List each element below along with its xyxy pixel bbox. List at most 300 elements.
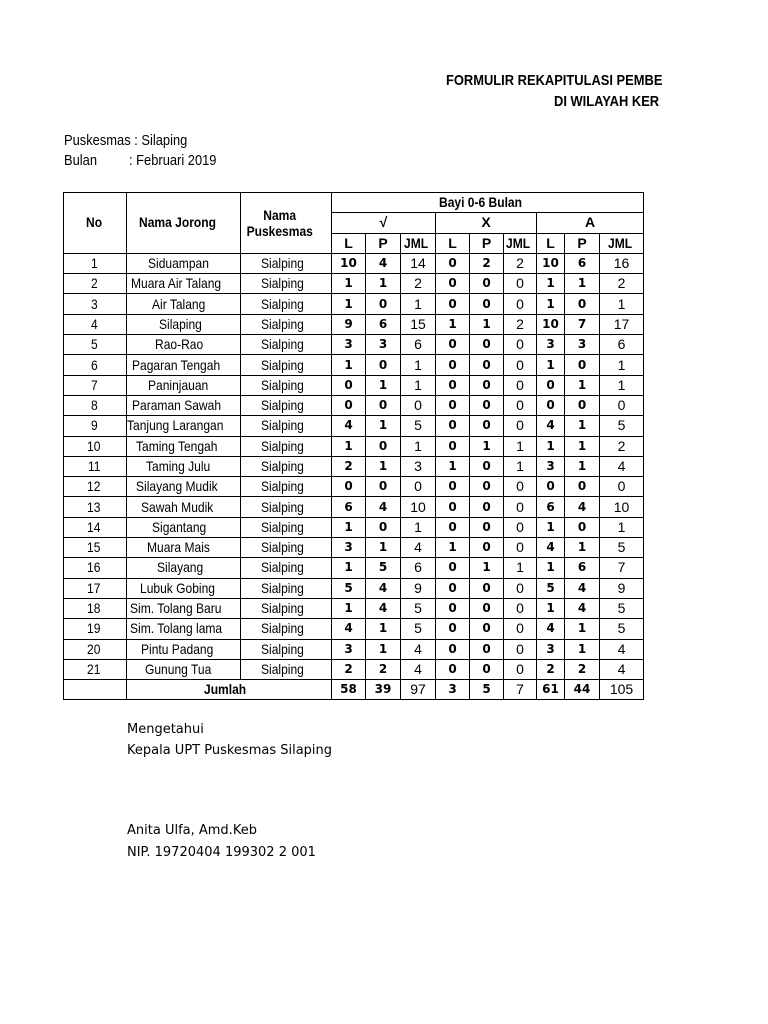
table-row — [64, 477, 644, 497]
cell-value: 0 — [470, 619, 504, 639]
cell-puskesmas: Sialping — [241, 578, 332, 598]
cell-value: 1 — [565, 375, 600, 395]
cell-value: 0 — [504, 355, 537, 375]
total-value: 7 — [504, 680, 537, 700]
table-row — [64, 456, 644, 476]
cell-no: 2 — [64, 274, 127, 294]
cell-value: 4 — [600, 639, 644, 659]
cell-value: 0 — [436, 639, 470, 659]
cell-jorong: Silaping — [127, 314, 241, 334]
total-value: 61 — [537, 680, 565, 700]
cell-value: 1 — [470, 314, 504, 334]
cell-no: 9 — [64, 416, 127, 436]
header-nama-puskesmas: Nama Puskesmas — [241, 193, 332, 254]
cell-value: 0 — [565, 294, 600, 314]
cell-value: 1 — [565, 436, 600, 456]
total-label: Jumlah — [127, 680, 332, 700]
cell-value: 6 — [366, 314, 401, 334]
cell-no: 8 — [64, 395, 127, 415]
cell-value: 2 — [332, 659, 366, 679]
cell-value: 10 — [600, 497, 644, 517]
cell-value: 14 — [401, 253, 436, 273]
cell-value: 0 — [565, 395, 600, 415]
total-value: 39 — [366, 680, 401, 700]
cell-puskesmas: Sialping — [241, 253, 332, 273]
cell-value: 0 — [565, 517, 600, 537]
cell-value: 1 — [332, 274, 366, 294]
cell-puskesmas: Sialping — [241, 659, 332, 679]
cell-value: 1 — [537, 355, 565, 375]
cell-value: 4 — [366, 578, 401, 598]
cell-no: 16 — [64, 558, 127, 578]
cell-value: 1 — [332, 517, 366, 537]
total-value: 105 — [600, 680, 644, 700]
cell-value: 0 — [504, 375, 537, 395]
cell-no: 1 — [64, 253, 127, 273]
cell-value: 1 — [366, 639, 401, 659]
cell-value: 3 — [401, 456, 436, 476]
cell-value: 0 — [436, 395, 470, 415]
cell-value: 7 — [565, 314, 600, 334]
cell-value: 0 — [470, 274, 504, 294]
cell-value: 1 — [565, 639, 600, 659]
cell-value: 4 — [565, 578, 600, 598]
cell-puskesmas: Sialping — [241, 598, 332, 618]
table-row — [64, 436, 644, 456]
cell-value: 1 — [537, 436, 565, 456]
cell-value: 0 — [332, 477, 366, 497]
cell-no: 12 — [64, 477, 127, 497]
cell-value: 1 — [537, 558, 565, 578]
header-sub-check: √ — [332, 213, 436, 233]
cell-value: 0 — [504, 659, 537, 679]
cell-no: 6 — [64, 355, 127, 375]
table-row — [64, 355, 644, 375]
cell-value: 4 — [600, 456, 644, 476]
cell-value: 0 — [504, 619, 537, 639]
cell-value: 1 — [470, 558, 504, 578]
cell-value: 0 — [436, 253, 470, 273]
cell-no: 7 — [64, 375, 127, 395]
cell-value: 1 — [504, 456, 537, 476]
cell-value: 0 — [366, 294, 401, 314]
cell-jorong: Paninjauan — [127, 375, 241, 395]
total-value: 58 — [332, 680, 366, 700]
cell-value: 0 — [504, 274, 537, 294]
header-l: L — [537, 233, 565, 253]
cell-value: 0 — [470, 375, 504, 395]
cell-value: 1 — [332, 598, 366, 618]
cell-value: 0 — [504, 335, 537, 355]
cell-value: 4 — [401, 659, 436, 679]
cell-value: 5 — [366, 558, 401, 578]
cell-value: 1 — [565, 538, 600, 558]
cell-value: 1 — [366, 619, 401, 639]
cell-value: 4 — [332, 416, 366, 436]
header-p: P — [470, 233, 504, 253]
cell-no: 15 — [64, 538, 127, 558]
cell-value: 1 — [332, 558, 366, 578]
cell-value: 0 — [436, 274, 470, 294]
cell-value: 0 — [436, 477, 470, 497]
cell-value: 0 — [436, 578, 470, 598]
table-row — [64, 395, 644, 415]
cell-value: 1 — [565, 274, 600, 294]
cell-value: 1 — [401, 375, 436, 395]
table-row — [64, 416, 644, 436]
cell-puskesmas: Sialping — [241, 538, 332, 558]
header-p: P — [565, 233, 600, 253]
cell-value: 0 — [470, 477, 504, 497]
cell-value: 1 — [436, 538, 470, 558]
cell-jorong: Air Talang — [127, 294, 241, 314]
cell-puskesmas: Sialping — [241, 314, 332, 334]
cell-value: 4 — [401, 538, 436, 558]
cell-jorong: Sawah Mudik — [127, 497, 241, 517]
cell-puskesmas: Sialping — [241, 355, 332, 375]
cell-value: 5 — [332, 578, 366, 598]
cell-value: 1 — [600, 517, 644, 537]
cell-value: 0 — [470, 538, 504, 558]
cell-value: 1 — [504, 436, 537, 456]
cell-value: 0 — [470, 578, 504, 598]
cell-value: 0 — [504, 416, 537, 436]
cell-value: 1 — [366, 416, 401, 436]
cell-value: 0 — [504, 538, 537, 558]
cell-jorong: Muara Air Talang — [127, 274, 241, 294]
cell-jorong: Sim. Tolang Baru — [127, 598, 241, 618]
signature-title: Kepala UPT Puskesmas Silaping — [127, 743, 333, 758]
table-row — [64, 578, 644, 598]
table-row — [64, 335, 644, 355]
cell-value: 5 — [600, 598, 644, 618]
table-row — [64, 598, 644, 618]
cell-value: 1 — [401, 517, 436, 537]
cell-jorong: Muara Mais — [127, 538, 241, 558]
signature-nip: NIP. 19720404 199302 2 001 — [127, 845, 316, 860]
cell-value: 2 — [470, 253, 504, 273]
cell-value: 0 — [436, 436, 470, 456]
cell-value: 1 — [401, 436, 436, 456]
signature-mengetahui: Mengetahui — [127, 722, 204, 737]
header-jml: JML — [504, 233, 537, 253]
cell-value: 2 — [332, 456, 366, 476]
cell-jorong: Paraman Sawah — [127, 395, 241, 415]
cell-puskesmas: Sialping — [241, 619, 332, 639]
cell-value: 0 — [436, 619, 470, 639]
cell-value: 3 — [366, 335, 401, 355]
cell-value: 0 — [470, 659, 504, 679]
cell-value: 0 — [436, 355, 470, 375]
cell-value: 1 — [537, 294, 565, 314]
cell-value: 1 — [470, 436, 504, 456]
cell-puskesmas: Sialping — [241, 335, 332, 355]
cell-value: 0 — [436, 497, 470, 517]
cell-value: 2 — [366, 659, 401, 679]
cell-jorong: Sim. Tolang lama — [127, 619, 241, 639]
cell-value: 6 — [401, 558, 436, 578]
cell-puskesmas: Sialping — [241, 375, 332, 395]
cell-value: 1 — [600, 294, 644, 314]
cell-value: 2 — [504, 253, 537, 273]
cell-value: 1 — [332, 436, 366, 456]
cell-value: 10 — [401, 497, 436, 517]
cell-puskesmas: Sialping — [241, 436, 332, 456]
cell-puskesmas: Sialping — [241, 456, 332, 476]
total-value: 5 — [470, 680, 504, 700]
cell-value: 0 — [470, 416, 504, 436]
cell-value: 1 — [565, 416, 600, 436]
cell-value: 6 — [600, 335, 644, 355]
cell-value: 2 — [600, 436, 644, 456]
header-sub-a: A — [537, 213, 644, 233]
cell-value: 1 — [600, 375, 644, 395]
cell-no: 17 — [64, 578, 127, 598]
cell-jorong: Pagaran Tengah — [127, 355, 241, 375]
cell-value: 0 — [332, 395, 366, 415]
cell-value: 2 — [401, 274, 436, 294]
cell-no: 14 — [64, 517, 127, 537]
cell-value: 3 — [537, 456, 565, 476]
cell-puskesmas: Sialping — [241, 497, 332, 517]
cell-value: 1 — [504, 558, 537, 578]
cell-value: 1 — [401, 355, 436, 375]
cell-value: 0 — [537, 375, 565, 395]
cell-value: 1 — [366, 274, 401, 294]
cell-jorong: Siduampan — [127, 253, 241, 273]
form-title-line1: FORMULIR REKAPITULASI PEMBE — [446, 72, 663, 89]
cell-value: 0 — [565, 355, 600, 375]
cell-value: 3 — [537, 335, 565, 355]
cell-value: 0 — [470, 517, 504, 537]
header-jml: JML — [600, 233, 644, 253]
table-row — [64, 294, 644, 314]
cell-value: 4 — [366, 598, 401, 618]
cell-value: 1 — [366, 456, 401, 476]
header-no: No — [64, 193, 127, 254]
cell-value: 0 — [436, 294, 470, 314]
table-row — [64, 314, 644, 334]
header-l: L — [436, 233, 470, 253]
table-row — [64, 497, 644, 517]
cell-value: 1 — [332, 355, 366, 375]
cell-value: 3 — [332, 639, 366, 659]
cell-value: 3 — [565, 335, 600, 355]
cell-value: 1 — [401, 294, 436, 314]
cell-value: 6 — [401, 335, 436, 355]
cell-puskesmas: Sialping — [241, 639, 332, 659]
cell-no: 4 — [64, 314, 127, 334]
cell-value: 7 — [600, 558, 644, 578]
cell-jorong: Tanjung Larangan — [127, 416, 241, 436]
header-p: P — [366, 233, 401, 253]
cell-value: 0 — [366, 436, 401, 456]
total-value: 44 — [565, 680, 600, 700]
cell-value: 0 — [537, 395, 565, 415]
cell-value: 1 — [366, 538, 401, 558]
total-value: 3 — [436, 680, 470, 700]
cell-jorong: Taming Julu — [127, 456, 241, 476]
cell-no: 21 — [64, 659, 127, 679]
cell-value: 4 — [565, 598, 600, 618]
cell-no: 20 — [64, 639, 127, 659]
table-row — [64, 619, 644, 639]
cell-puskesmas: Sialping — [241, 395, 332, 415]
cell-value: 9 — [600, 578, 644, 598]
cell-jorong: Rao-Rao — [127, 335, 241, 355]
cell-value: 17 — [600, 314, 644, 334]
cell-value: 3 — [332, 538, 366, 558]
header-l: L — [332, 233, 366, 253]
table-row — [64, 375, 644, 395]
cell-value: 4 — [537, 416, 565, 436]
cell-value: 6 — [565, 558, 600, 578]
cell-value: 3 — [537, 639, 565, 659]
cell-no: 13 — [64, 497, 127, 517]
cell-value: 0 — [332, 375, 366, 395]
cell-value: 0 — [366, 477, 401, 497]
cell-value: 0 — [504, 497, 537, 517]
cell-value: 5 — [401, 598, 436, 618]
cell-value: 4 — [565, 497, 600, 517]
cell-jorong: Silayang — [127, 558, 241, 578]
cell-puskesmas: Sialping — [241, 477, 332, 497]
cell-value: 0 — [537, 477, 565, 497]
bulan-info: Bulan : Februari 2019 — [64, 152, 217, 169]
cell-value: 2 — [537, 659, 565, 679]
total-blank-cell — [64, 680, 127, 700]
cell-value: 2 — [565, 659, 600, 679]
cell-jorong: Sigantang — [127, 517, 241, 537]
cell-value: 4 — [366, 253, 401, 273]
cell-value: 0 — [436, 517, 470, 537]
cell-jorong: Taming Tengah — [127, 436, 241, 456]
header-nama-jorong: Nama Jorong — [127, 193, 241, 254]
cell-value: 4 — [600, 659, 644, 679]
cell-value: 4 — [332, 619, 366, 639]
total-row — [64, 680, 644, 700]
cell-value: 1 — [436, 456, 470, 476]
cell-puskesmas: Sialping — [241, 558, 332, 578]
cell-value: 10 — [332, 253, 366, 273]
cell-value: 6 — [565, 253, 600, 273]
cell-value: 5 — [401, 619, 436, 639]
cell-value: 16 — [600, 253, 644, 273]
cell-value: 0 — [436, 375, 470, 395]
header-sub-x: X — [436, 213, 537, 233]
total-value: 97 — [401, 680, 436, 700]
cell-value: 0 — [565, 477, 600, 497]
cell-value: 6 — [537, 497, 565, 517]
cell-value: 0 — [436, 558, 470, 578]
cell-value: 1 — [537, 598, 565, 618]
table-body — [64, 253, 644, 700]
header-jml: JML — [401, 233, 436, 253]
cell-value: 4 — [537, 538, 565, 558]
cell-value: 3 — [332, 335, 366, 355]
cell-value: 2 — [504, 314, 537, 334]
form-title-line2: DI WILAYAH KER — [554, 93, 660, 110]
cell-value: 5 — [401, 416, 436, 436]
cell-value: 1 — [537, 274, 565, 294]
cell-value: 0 — [401, 477, 436, 497]
cell-value: 5 — [600, 619, 644, 639]
cell-value: 0 — [470, 355, 504, 375]
cell-value: 0 — [600, 477, 644, 497]
table-row — [64, 274, 644, 294]
cell-value: 5 — [537, 578, 565, 598]
cell-value: 0 — [366, 395, 401, 415]
cell-no: 3 — [64, 294, 127, 314]
table-row — [64, 659, 644, 679]
cell-value: 9 — [401, 578, 436, 598]
cell-value: 0 — [470, 395, 504, 415]
cell-value: 9 — [332, 314, 366, 334]
cell-value: 5 — [600, 538, 644, 558]
cell-value: 0 — [470, 497, 504, 517]
cell-value: 5 — [600, 416, 644, 436]
table-row — [64, 253, 644, 273]
cell-value: 4 — [537, 619, 565, 639]
cell-value: 0 — [504, 598, 537, 618]
cell-value: 0 — [470, 598, 504, 618]
cell-value: 0 — [504, 477, 537, 497]
cell-value: 1 — [366, 375, 401, 395]
cell-jorong: Silayang Mudik — [127, 477, 241, 497]
cell-value: 2 — [600, 274, 644, 294]
cell-value: 0 — [366, 355, 401, 375]
cell-jorong: Pintu Padang — [127, 639, 241, 659]
cell-value: 1 — [600, 355, 644, 375]
cell-value: 1 — [332, 294, 366, 314]
cell-value: 0 — [504, 578, 537, 598]
cell-no: 11 — [64, 456, 127, 476]
cell-value: 0 — [470, 294, 504, 314]
cell-puskesmas: Sialping — [241, 416, 332, 436]
cell-value: 0 — [504, 395, 537, 415]
cell-value: 0 — [401, 395, 436, 415]
cell-value: 0 — [504, 517, 537, 537]
cell-value: 15 — [401, 314, 436, 334]
cell-value: 0 — [600, 395, 644, 415]
cell-no: 19 — [64, 619, 127, 639]
cell-value: 0 — [504, 639, 537, 659]
cell-puskesmas: Sialping — [241, 274, 332, 294]
cell-value: 0 — [470, 335, 504, 355]
cell-no: 10 — [64, 436, 127, 456]
cell-puskesmas: Sialping — [241, 517, 332, 537]
table-row — [64, 558, 644, 578]
cell-value: 0 — [366, 517, 401, 537]
header-bayi-group: Bayi 0-6 Bulan — [332, 193, 644, 213]
cell-value: 0 — [436, 659, 470, 679]
cell-value: 1 — [436, 314, 470, 334]
cell-value: 10 — [537, 314, 565, 334]
cell-jorong: Gunung Tua — [127, 659, 241, 679]
signature-name: Anita Ulfa, Amd.Keb — [127, 823, 257, 838]
table-row — [64, 517, 644, 537]
cell-puskesmas: Sialping — [241, 294, 332, 314]
puskesmas-info: Puskesmas : Silaping — [64, 132, 188, 149]
cell-value: 0 — [436, 598, 470, 618]
cell-no: 5 — [64, 335, 127, 355]
cell-value: 10 — [537, 253, 565, 273]
table-row — [64, 639, 644, 659]
cell-value: 0 — [436, 335, 470, 355]
cell-jorong: Lubuk Gobing — [127, 578, 241, 598]
cell-value: 0 — [470, 456, 504, 476]
cell-value: 6 — [332, 497, 366, 517]
